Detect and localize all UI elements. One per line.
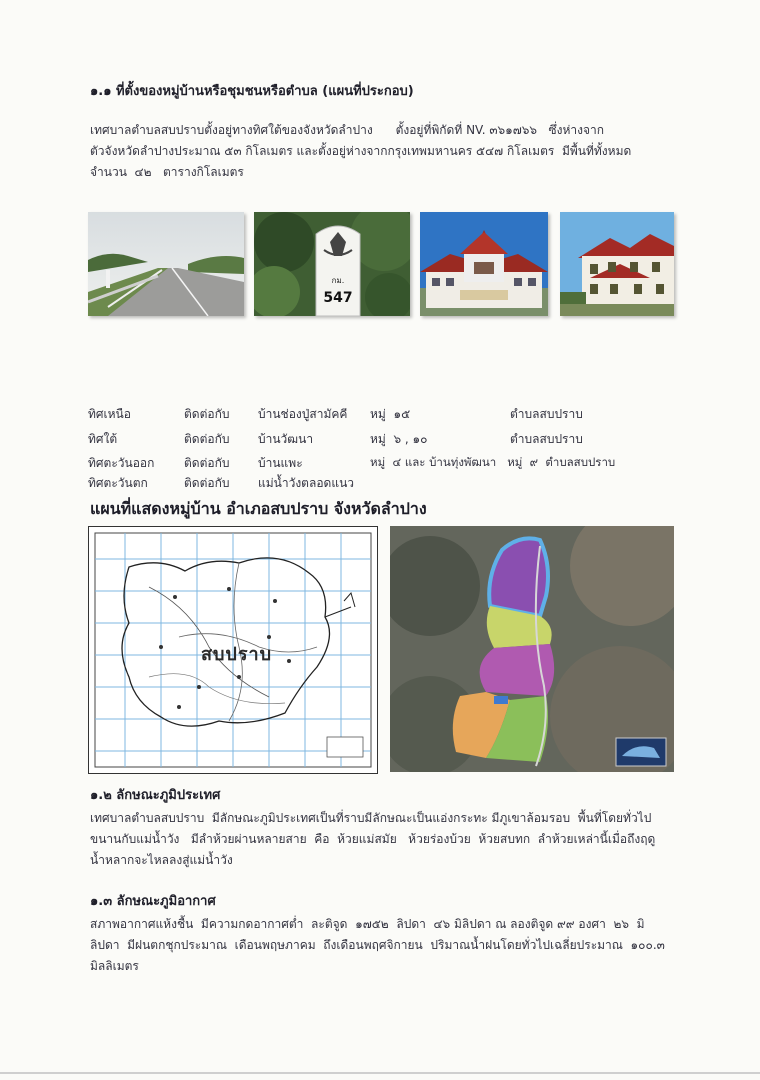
section-1-2-text	[90, 808, 730, 871]
section-1-3-text	[90, 914, 730, 977]
section-1-1-line: จำนวน ๔๒ ตารางกิโลเมตร	[90, 165, 244, 179]
section-1-2-line: น้ำหลากจะไหลลงสู่แม่น้ำวัง	[90, 853, 233, 867]
boundary-row-west	[88, 474, 688, 492]
section-1-2-line: ขนานกับแม่น้ำวัง มีลำห้วยผ่านหลายสาย คือ ห้วยแม่สมัย ห้วยร่องบ้วย ห้วยสบทก ลำห้วยเหล่านี้เมื่อถึงฤดู	[90, 832, 656, 846]
map-district-label: สบปราบ	[201, 644, 273, 665]
boundary-direction: ทิศตะวันออก	[88, 456, 155, 470]
boundary-direction: ทิศตะวันตก	[88, 476, 148, 490]
boundary-moo: หมู่ ๖ , ๑๐	[370, 432, 428, 446]
marker-number: 547	[323, 290, 353, 306]
village-boundary-map	[88, 526, 378, 774]
section-1-3-heading: ๑.๓ ลักษณะภูมิอากาศ	[90, 894, 216, 909]
section-1-1-text	[90, 120, 730, 183]
boundary-place: บ้านช่องปู่สามัคคี	[258, 407, 348, 421]
section-1-3-line: สภาพอากาศแห้งชื้น มีความกดอากาศต่ำ ละติจูด ๑๗๕๒ ลิปดา ๔๖ มิลิปดา ณ ลองติจูด ๙๙ องศา ๒๖ มิ	[90, 917, 645, 931]
boundary-moo: หมู่ ๔ และ บ้านทุ่งพัฒนา หมู่ ๙ ตำบลสบปราบ	[370, 455, 616, 469]
marker-label: กม.	[331, 276, 345, 285]
boundary-district: ตำบลสบปราบ	[510, 407, 583, 421]
boundary-row-north	[88, 405, 688, 423]
section-1-3-line: ลิปดา มีฝนตกชุกประมาณ เดือนพฤษภาคม ถึงเดือนพฤศจิกายน ปริมาณน้ำฝนโดยทั่วไปเฉลี่ยประมาณ ๑๐๐.๓	[90, 938, 665, 952]
boundary-relation: ติดต่อกับ	[184, 407, 230, 421]
section-1-3-line: มิลลิเมตร	[90, 959, 139, 973]
boundary-relation: ติดต่อกับ	[184, 432, 230, 446]
map-title: แผนที่แสดงหมู่บ้าน อำเภอสบปราบ จังหวัดลำปาง	[90, 499, 427, 518]
section-1-2-line: เทศบาลตำบลสบปราบ มีลักษณะภูมิประเทศเป็นที่ราบมีลักษณะเป็นแอ่งกระทะ มีภูเขาล้อมรอบ พื้นที่โดยทั่วไป	[90, 811, 652, 825]
building-photo	[560, 212, 674, 316]
road-photo	[88, 212, 244, 316]
boundary-relation: ติดต่อกับ	[184, 476, 230, 490]
section-1-1-line: ตัวจังหวัดลำปางประมาณ ๕๓ กิโลเมตร และตั้งอยู่ห่างจากกรุงเทพมหานคร ๕๔๗ กิโลเมตร มีพื้นที่ทั้งหมด	[90, 144, 632, 158]
boundary-district: ตำบลสบปราบ	[510, 432, 583, 446]
page-bottom-rule	[0, 1072, 760, 1074]
boundary-place: แม่น้ำวังตลอดแนว	[258, 476, 355, 490]
boundary-relation: ติดต่อกับ	[184, 456, 230, 470]
section-1-2-heading: ๑.๒ ลักษณะภูมิประเทศ	[90, 788, 221, 803]
section-1-1-line: เทศบาลตำบลสบปราบตั้งอยู่ทางทิศใต้ของจังหวัดลำปาง ตั้งอยู่ที่พิกัดที่ NV. ๓๖๑๗๖๖ ซึ่งห่างจาก	[90, 123, 605, 137]
boundary-place: บ้านวัฒนา	[258, 432, 314, 446]
boundary-row-east	[88, 454, 688, 472]
boundary-direction: ทิศใต้	[88, 432, 118, 446]
boundary-row-south	[88, 430, 688, 448]
municipal-office-photo	[420, 212, 548, 316]
boundary-direction: ทิศเหนือ	[88, 407, 131, 421]
kilometer-marker-photo	[254, 212, 410, 316]
section-1-1-heading: ๑.๑ ที่ตั้งของหมู่บ้านหรือชุมชนหรือตำบล (แผนที่ประกอบ)	[90, 84, 414, 99]
satellite-zone-map	[390, 526, 674, 772]
boundary-moo: หมู่ ๑๕	[370, 407, 411, 421]
boundary-place: บ้านแพะ	[258, 456, 303, 470]
